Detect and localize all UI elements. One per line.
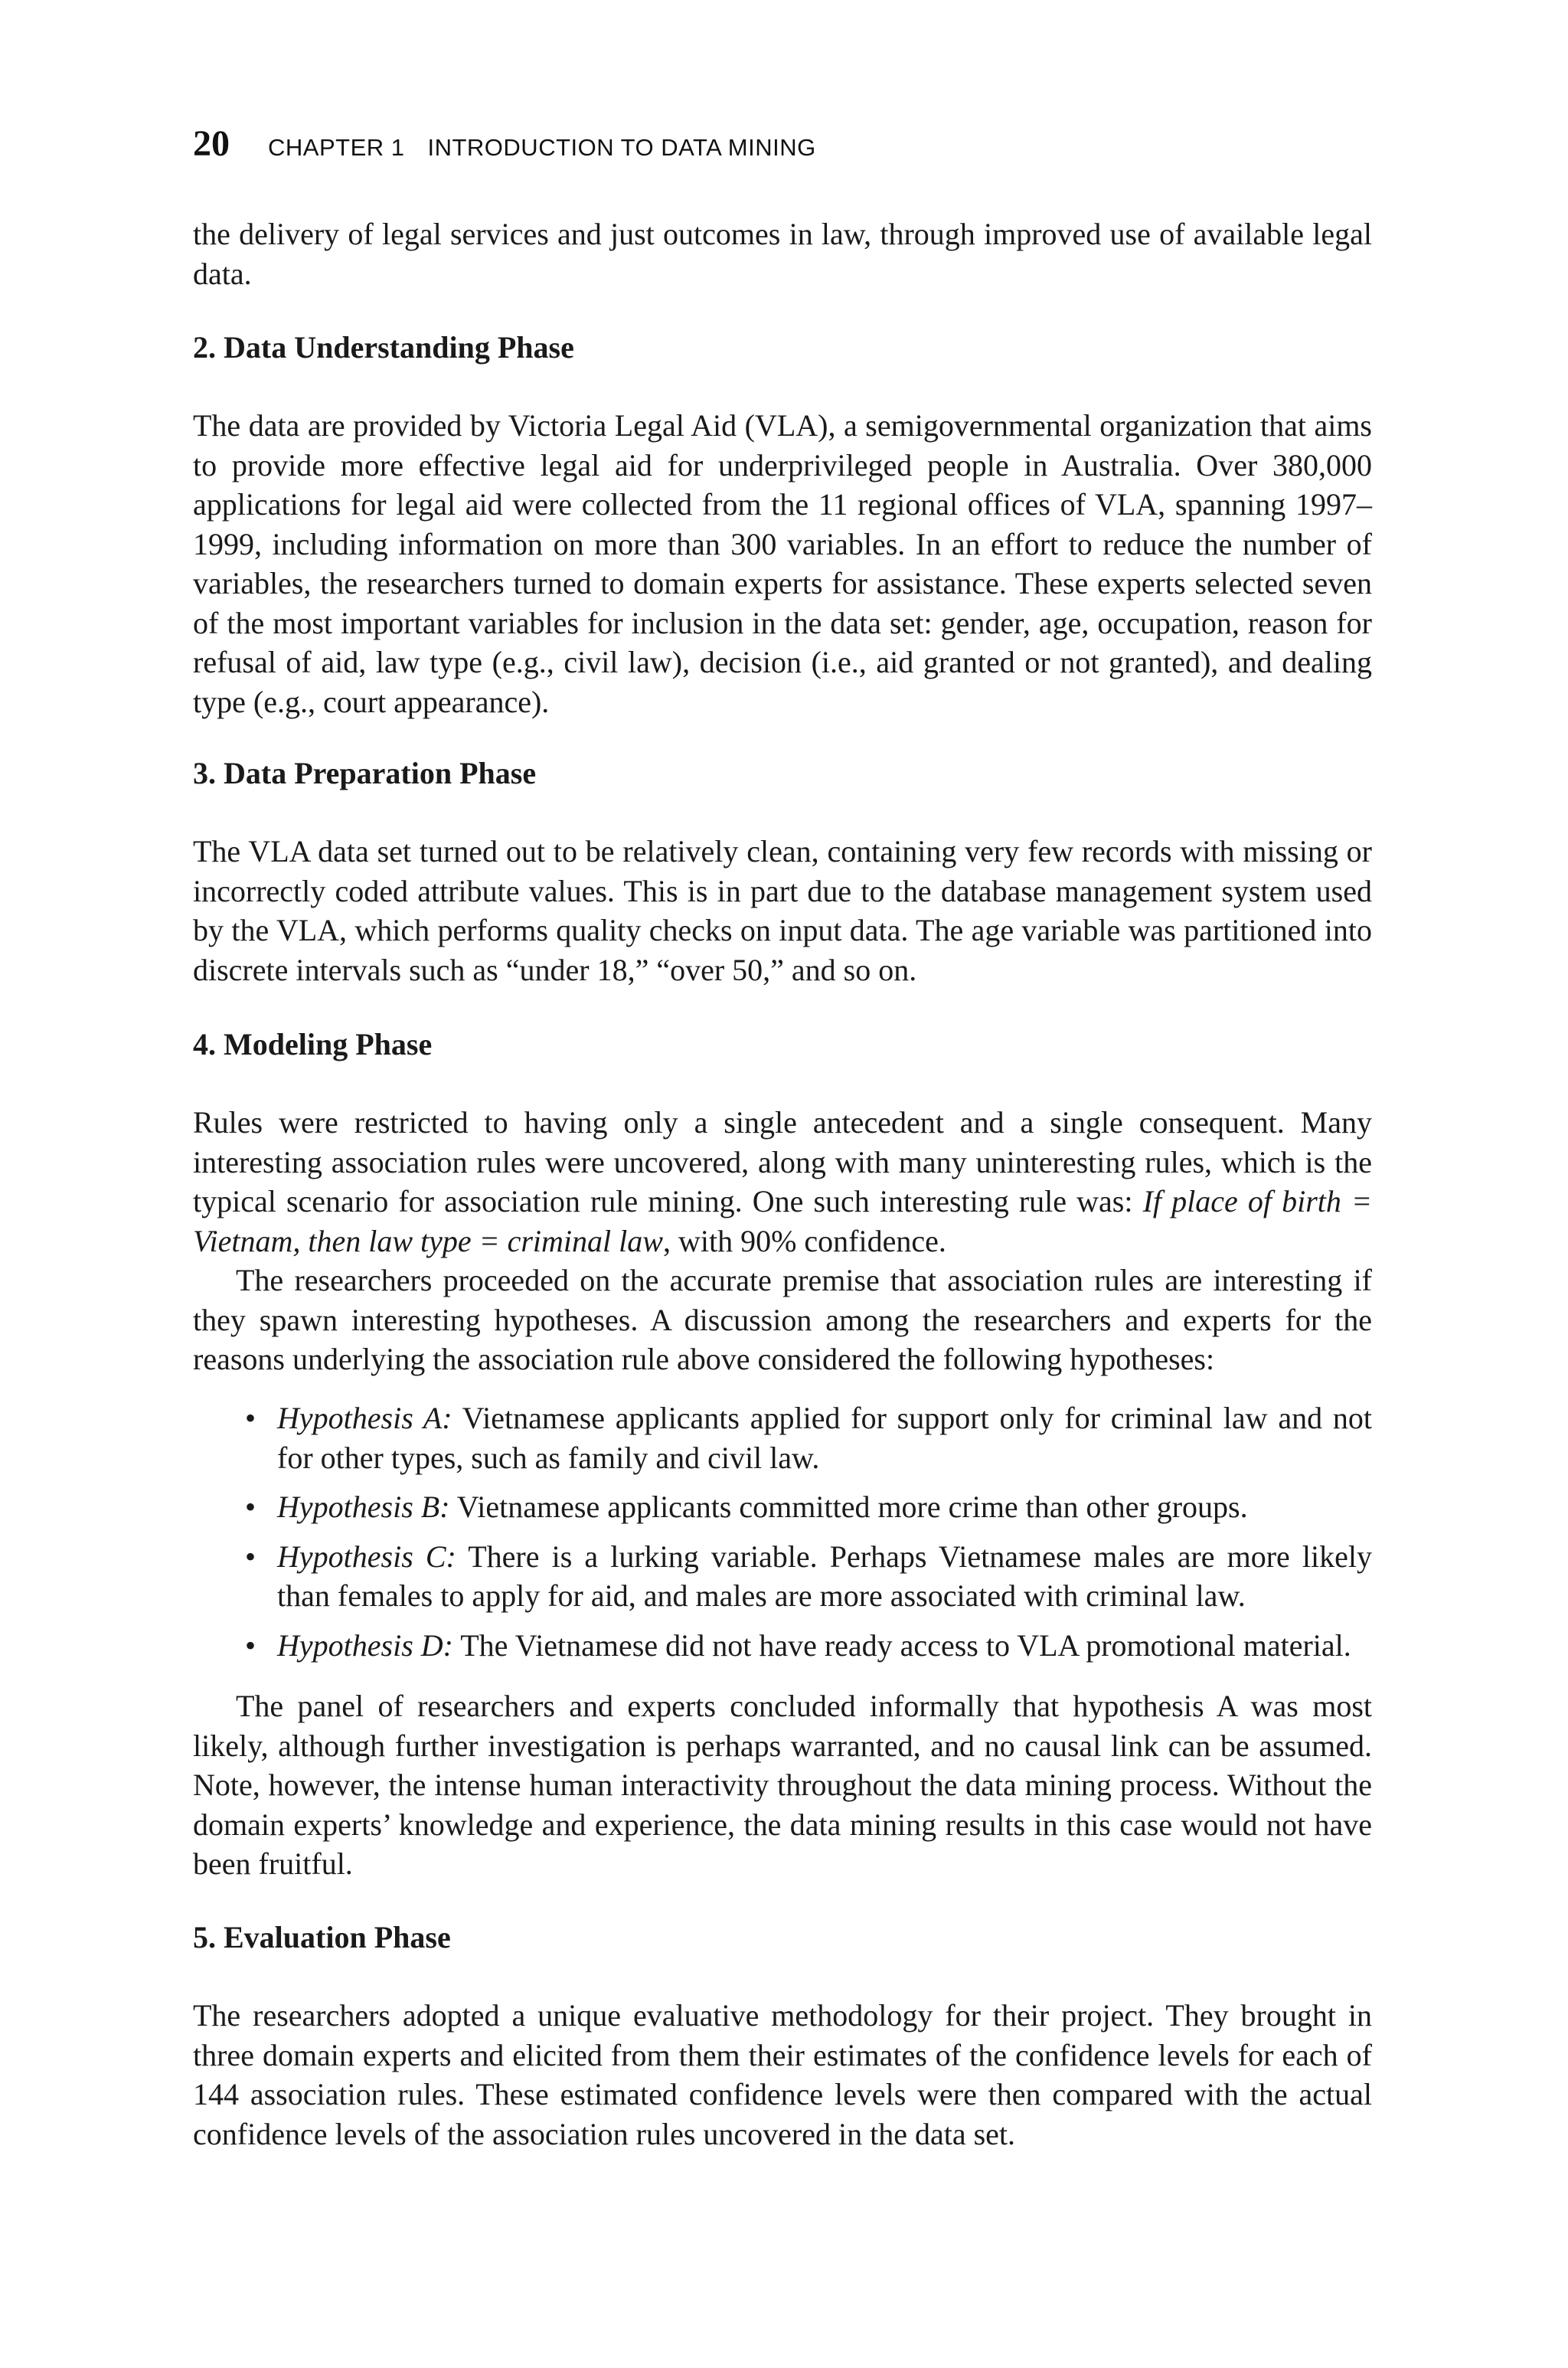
hypothesis-text: The Vietnamese did not have ready access to VLA promotional material. bbox=[452, 1627, 1351, 1663]
hypothesis-item-b bbox=[193, 1487, 1372, 1527]
bullet-icon: • bbox=[245, 1539, 256, 1574]
hypothesis-text: Vietnamese applicants applied for support only for criminal law and not for other types, such as family and civil law. bbox=[277, 1401, 1372, 1475]
bullet-icon: • bbox=[245, 1627, 256, 1663]
bullet-icon: • bbox=[245, 1490, 256, 1524]
hypothesis-label: Hypothesis D: bbox=[277, 1627, 453, 1663]
chapter-title: INTRODUCTION TO DATA MINING bbox=[427, 134, 816, 161]
paragraph-modeling-conclusion: The panel of researchers and experts concluded informally that hypothesis A was most likely, although further investigation is perhaps warranted, and no causal link can be assumed. Note, however, the intense human interactivity throughout the data mining process. Without the domain experts’ knowledge and experience, the data mining results in this case would not have been fruitful. bbox=[193, 1689, 1372, 1881]
section-heading-data-understanding: 2. Data Understanding Phase bbox=[193, 330, 574, 365]
hypothesis-label: Hypothesis B: bbox=[277, 1490, 450, 1524]
section-heading-data-preparation: 3. Data Preparation Phase bbox=[193, 756, 537, 790]
running-header bbox=[193, 123, 1372, 165]
paragraph-data-understanding: The data are provided by Victoria Legal Aid (VLA), a semigovernmental organization that aims to provide more effective legal aid for underprivileged people in Australia. Over 380,000 applications for legal aid were collected from the 11 regional offices of VLA, spanning 1997–1999, including information on more than 300 variables. In an effort to reduce the number of variables, the researchers turned to domain experts for assistance. These experts selected seven of the most important variables for inclusion in the data set: gender, age, occupation, reason for refusal of aid, law type (e.g., civil law), decision (i.e., aid granted or not granted), and dealing type (e.g., court appearance). bbox=[193, 408, 1372, 719]
section-heading-modeling: 4. Modeling Phase bbox=[193, 1027, 433, 1061]
chapter-label: CHAPTER 1 bbox=[268, 134, 405, 161]
section-heading-evaluation: 5. Evaluation Phase bbox=[193, 1920, 451, 1954]
hypotheses-list bbox=[193, 1398, 1372, 1675]
hypothesis-label: Hypothesis A: bbox=[277, 1401, 452, 1435]
modeling-text-before-rule: Rules were restricted to having only a single antecedent and a single consequent. Many interesting association rules were uncovered, along with many uninteresting rules, which is the typical scenario for association rule mining. One such interesting rule was: bbox=[193, 1105, 1372, 1218]
association-rule-text: If place of birth = Vietnam, then law type = criminal law bbox=[193, 1184, 1373, 1258]
page-number: 20 bbox=[193, 123, 230, 164]
paragraph-modeling-rules bbox=[193, 1103, 1372, 1261]
hypothesis-item-c bbox=[193, 1537, 1372, 1616]
modeling-text-after-rule: , with 90% confidence. bbox=[662, 1223, 946, 1258]
hypothesis-text: Vietnamese applicants committed more crime than other groups. bbox=[449, 1490, 1248, 1524]
bullet-icon: • bbox=[245, 1401, 256, 1435]
hypothesis-item-d bbox=[193, 1626, 1372, 1666]
hypothesis-label: Hypothesis C: bbox=[277, 1539, 456, 1574]
hypothesis-item-a bbox=[193, 1398, 1372, 1477]
paragraph-modeling-premise: The researchers proceeded on the accurate premise that association rules are interesting if they spawn interesting hypotheses. A discussion among the researchers and experts for the reasons underlying the association rule above considered the following hypotheses: bbox=[193, 1263, 1372, 1376]
paragraph-evaluation: The researchers adopted a unique evaluative methodology for their project. They brought in three domain experts and elicited from them their estimates of the confidence levels for each of 144 association rules. These estimated confidence levels were then compared with the actual confidence levels of the association rules uncovered in the data set. bbox=[193, 1998, 1372, 2151]
paragraph-data-preparation: The VLA data set turned out to be relatively clean, containing very few records with missing or incorrectly coded attribute values. This is in part due to the database management system used by the VLA, which performs quality checks on input data. The age variable was partitioned into discrete intervals such as “under 18,” “over 50,” and so on. bbox=[193, 834, 1372, 987]
hypothesis-text: There is a lurking variable. Perhaps Vietnamese males are more likely than females to apply for aid, and males are more associated with criminal law. bbox=[277, 1539, 1372, 1613]
intro-paragraph: the delivery of legal services and just outcomes in law, through improved use of available legal data. bbox=[193, 217, 1372, 291]
